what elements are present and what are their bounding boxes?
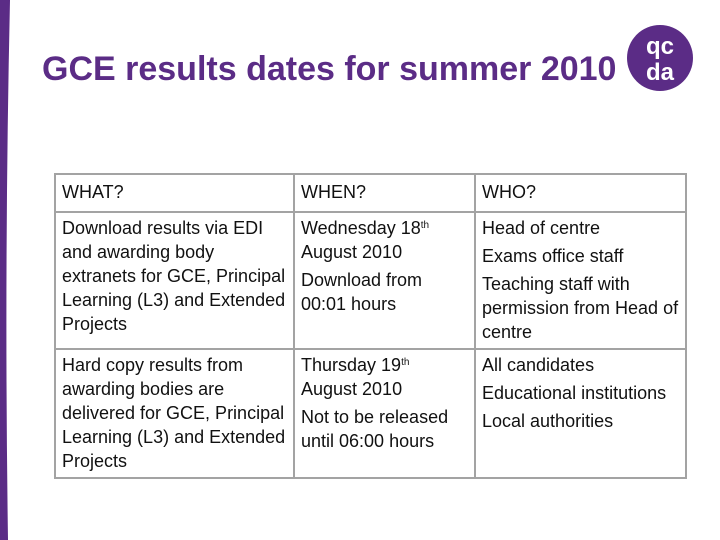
who-cell xyxy=(475,212,686,349)
who-item: Exams office staff xyxy=(482,246,624,266)
when-cell xyxy=(294,349,475,478)
when-month-year: August 2010 xyxy=(301,242,403,262)
header-what: WHAT? xyxy=(55,174,294,212)
table-row xyxy=(55,212,686,349)
when-date xyxy=(301,353,468,401)
when-detail: Not to be released until 06:00 hours xyxy=(301,407,449,451)
what-cell: Download results via EDI and awarding body extranets for GCE, Principal Learning (L3) and Extended Projects xyxy=(55,212,294,349)
left-accent-bar xyxy=(0,0,16,540)
who-item: Local authorities xyxy=(482,411,614,431)
when-day: Wednesday 18 xyxy=(301,218,421,238)
when-day: Thursday 19 xyxy=(301,355,402,375)
logo-text-top: qc xyxy=(645,33,675,60)
what-cell: Hard copy results from awarding bodies are delivered for GCE, Principal Learning (L3) and Extended Projects xyxy=(55,349,294,478)
date-suffix: th xyxy=(401,357,410,368)
who-cell xyxy=(475,349,686,478)
date-suffix: th xyxy=(420,220,430,231)
who-item: Educational institutions xyxy=(482,383,667,403)
qcda-logo xyxy=(626,24,694,92)
page-title: GCE results dates for summer 2010 xyxy=(42,50,617,88)
when-month-year: August 2010 xyxy=(301,379,403,399)
when-detail: Download from 00:01 hours xyxy=(301,270,423,314)
who-item: Teaching staff with permission from Head of centre xyxy=(482,274,679,342)
who-item: All candidates xyxy=(482,355,595,375)
when-date xyxy=(301,216,468,264)
logo-text-bottom: da xyxy=(645,59,675,86)
table-row xyxy=(55,349,686,478)
results-dates-table xyxy=(54,173,687,479)
header-who: WHO? xyxy=(475,174,686,212)
when-cell xyxy=(294,212,475,349)
header-when: WHEN? xyxy=(294,174,475,212)
who-item: Head of centre xyxy=(482,218,601,238)
table-header-row xyxy=(55,174,686,212)
